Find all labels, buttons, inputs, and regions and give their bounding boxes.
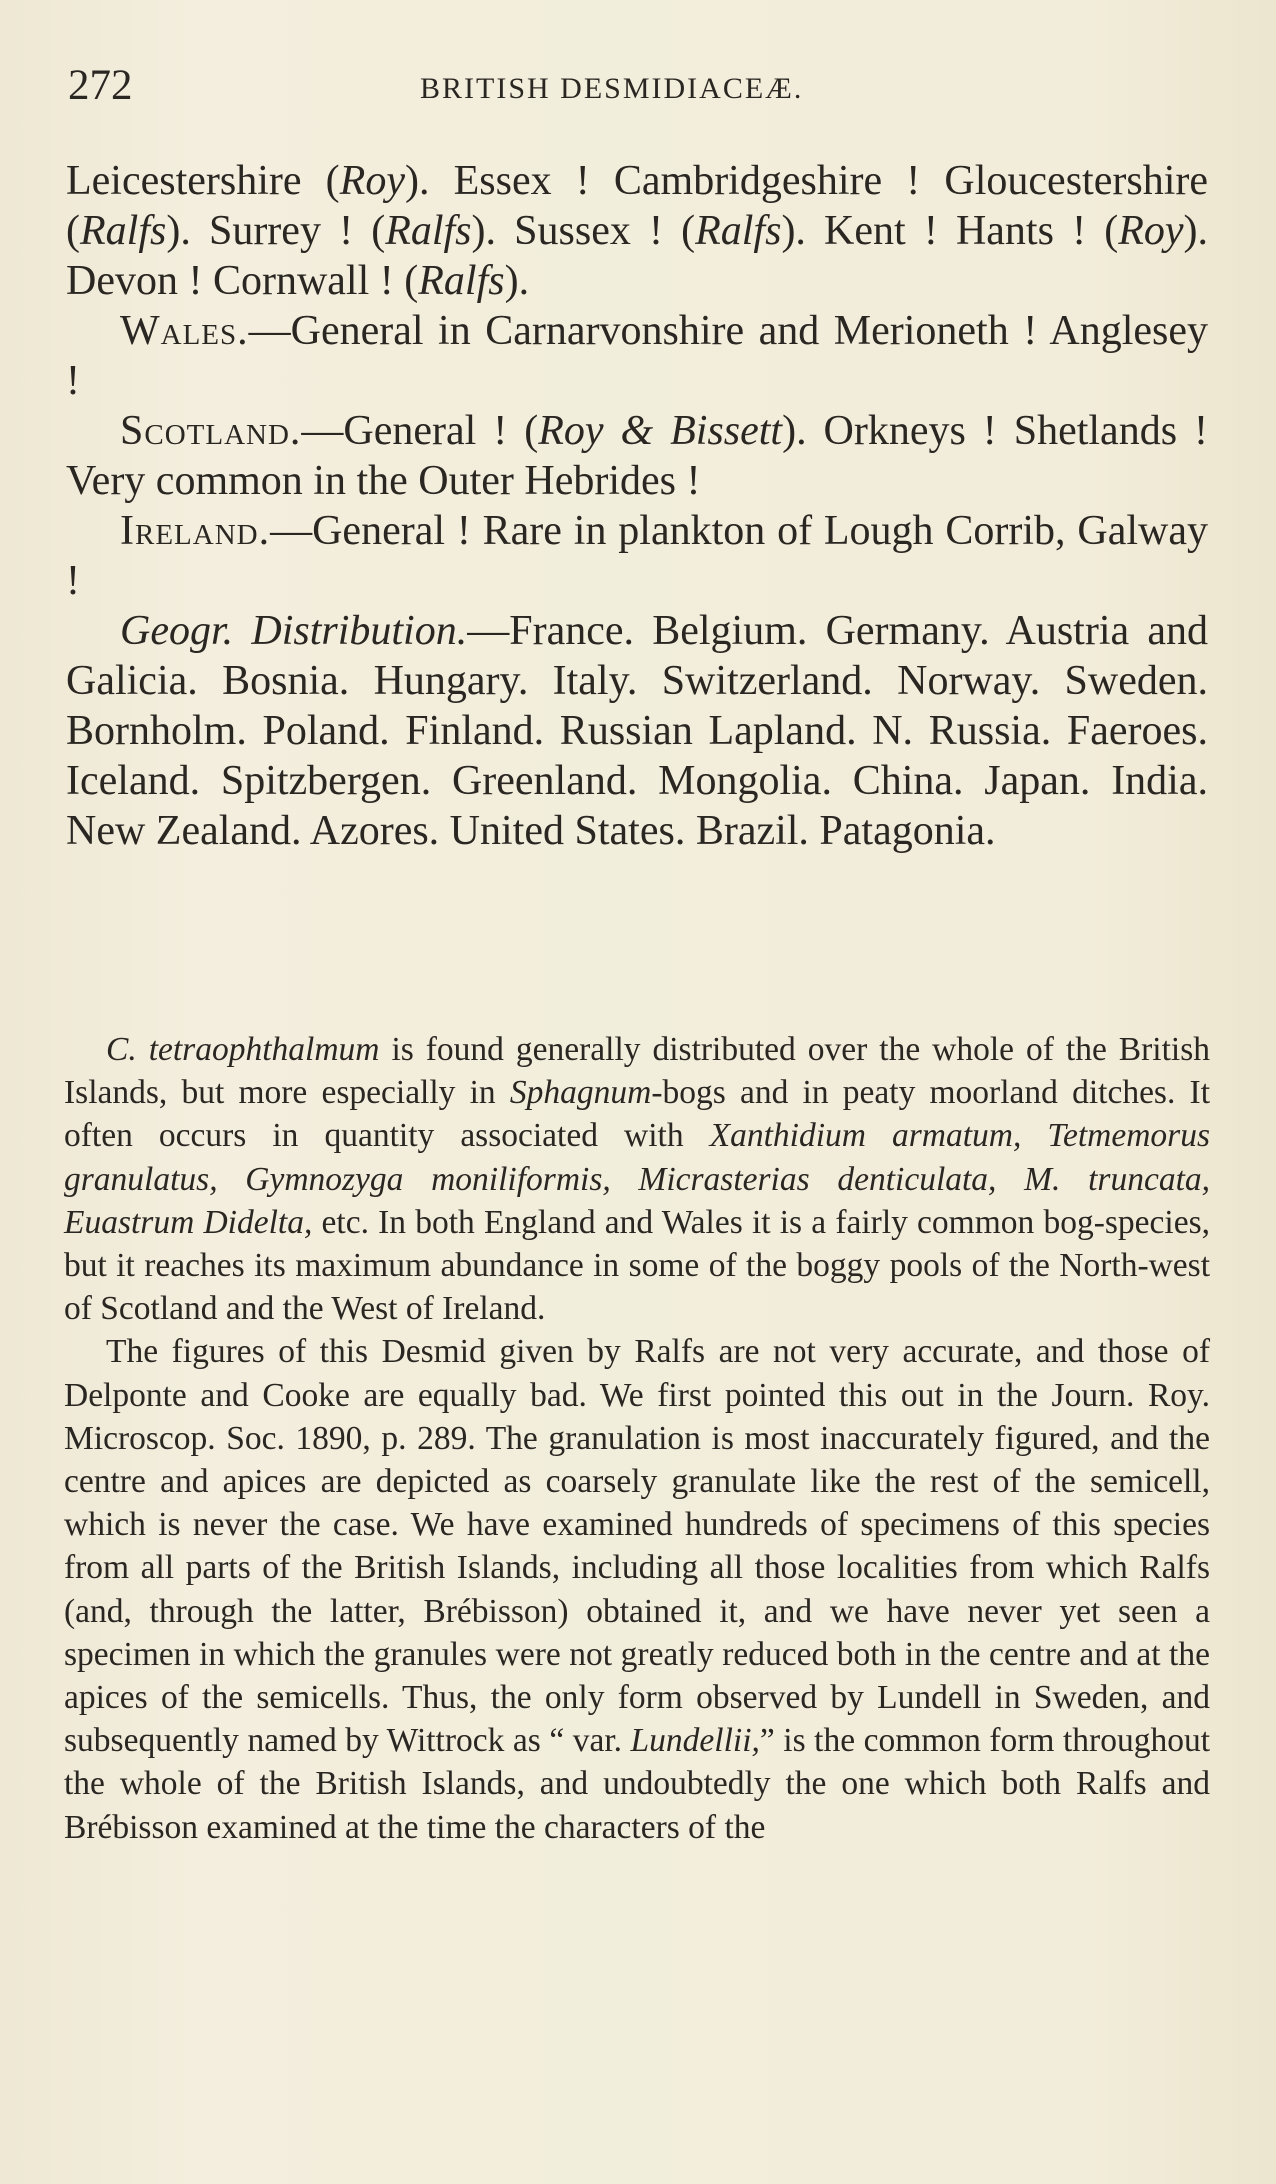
text-run: The figures of this Desmid given by Ralfs are not very accurate, and those of Delponte and Cooke are equally bad. We first pointed this out in the Journ. Roy. Microscop. Soc. 1890, p. 289. The granulation is most inaccurately figured, and the centre and apices are depicted as coarsely granulate like the rest of the semicell, which is never the case. We have examined hundreds of specimens of this species from all parts of the British Islands, including all those localities from which Ralfs (and, through the latter, Brébisson) obtained it, and we have never yet seen a specimen in which the granules were not greatly reduced both in the centre and at the apices of the semicells. Thus, the only form observed by Lundell in Sweden, and subsequently named by Wittrock as “ var. [64, 1333, 1210, 1760]
italic-run: Roy [339, 158, 405, 204]
running-head [68, 58, 1208, 114]
text-run: ). Orkneys ! Shetlands ! Very common in the Outer Hebrides ! [66, 408, 1208, 504]
text-run: ). Kent ! Hants ! ( [781, 208, 1119, 254]
italic-run: Ralfs [695, 208, 782, 254]
distribution-section [66, 156, 1208, 856]
italic-run: Ralfs [385, 208, 472, 254]
geographical-distribution [66, 606, 1208, 856]
text-run: —General ! Rare in plankton of Lough Corrib, Galway ! [66, 508, 1208, 604]
italic-run: Lundellii, [630, 1722, 760, 1760]
text-run: -bogs and in peaty moorland ditches. It often occurs in quantity associated with [64, 1074, 1211, 1155]
text-run: ). Essex ! Cambridgeshire ! Gloucestershire ( [66, 158, 1208, 254]
region-heading: Scotland. [120, 408, 302, 454]
text-run: ). [504, 258, 530, 304]
text-run: —General in Carnarvonshire and Merioneth ! Anglesey ! [66, 308, 1208, 404]
notes-section [64, 1028, 1210, 1849]
note-paragraph-2 [64, 1330, 1210, 1848]
italic-run: C. tetraophthalmum [106, 1031, 380, 1068]
ireland-localities [66, 506, 1208, 606]
text-run: ). Sussex ! ( [471, 208, 696, 254]
italic-run: Ralfs [418, 258, 505, 304]
text-run: —General ! ( [301, 408, 539, 454]
scotland-localities [66, 406, 1208, 506]
text-run: etc. In both England and Wales it is a fairly common bog-species, but it reaches its maximum abundance in some of the boggy pools of the North-west of Scotland and the West of Ireland. [64, 1203, 1210, 1328]
italic-run: Ralfs [80, 208, 167, 254]
england-localities [66, 156, 1208, 306]
region-heading: Wales. [120, 308, 249, 354]
text-run: Leicestershire ( [66, 158, 340, 204]
page-number: 272 [68, 62, 133, 109]
wales-localities [66, 306, 1208, 406]
running-title: BRITISH DESMIDIACEÆ. [420, 72, 804, 105]
region-heading: Ireland. [120, 508, 271, 554]
text-run: —France. Belgium. Germany. Austria and Galicia. Bosnia. Hungary. Italy. Switzerland. Norway. Sweden. Bornholm. Poland. Finland. Russian Lapland. N. Russia. Faeroes. Iceland. Spitzbergen. Greenland. Mongolia. China. Japan. India. New Zealand. Azores. United States. Brazil. Patagonia. [66, 608, 1208, 854]
text-run: ” is the common form throughout the whole of the British Islands, and undoubtedly the one which both Ralfs and Brébisson examined at the time the characters of the [64, 1722, 1211, 1846]
italic-run: Sphagnum [509, 1074, 652, 1112]
italic-run: Roy [1118, 208, 1184, 254]
text-run: ). Devon ! Cornwall ! ( [66, 208, 1208, 304]
text-run: ). Surrey ! ( [166, 208, 386, 254]
text-run: is found generally distributed over the whole of the British Islands, but more especially in [64, 1031, 1210, 1112]
italic-run: Geogr. Distribution. [120, 608, 468, 654]
italic-run: Xanthidium armatum, Tetmemorus granulatus, Gymnozyga moniliformis, Micrasterias denticulata, M. truncata, Euastrum Didelta, [64, 1117, 1210, 1241]
note-paragraph-1 [64, 1028, 1210, 1330]
italic-run: Roy & Bissett [538, 408, 783, 454]
